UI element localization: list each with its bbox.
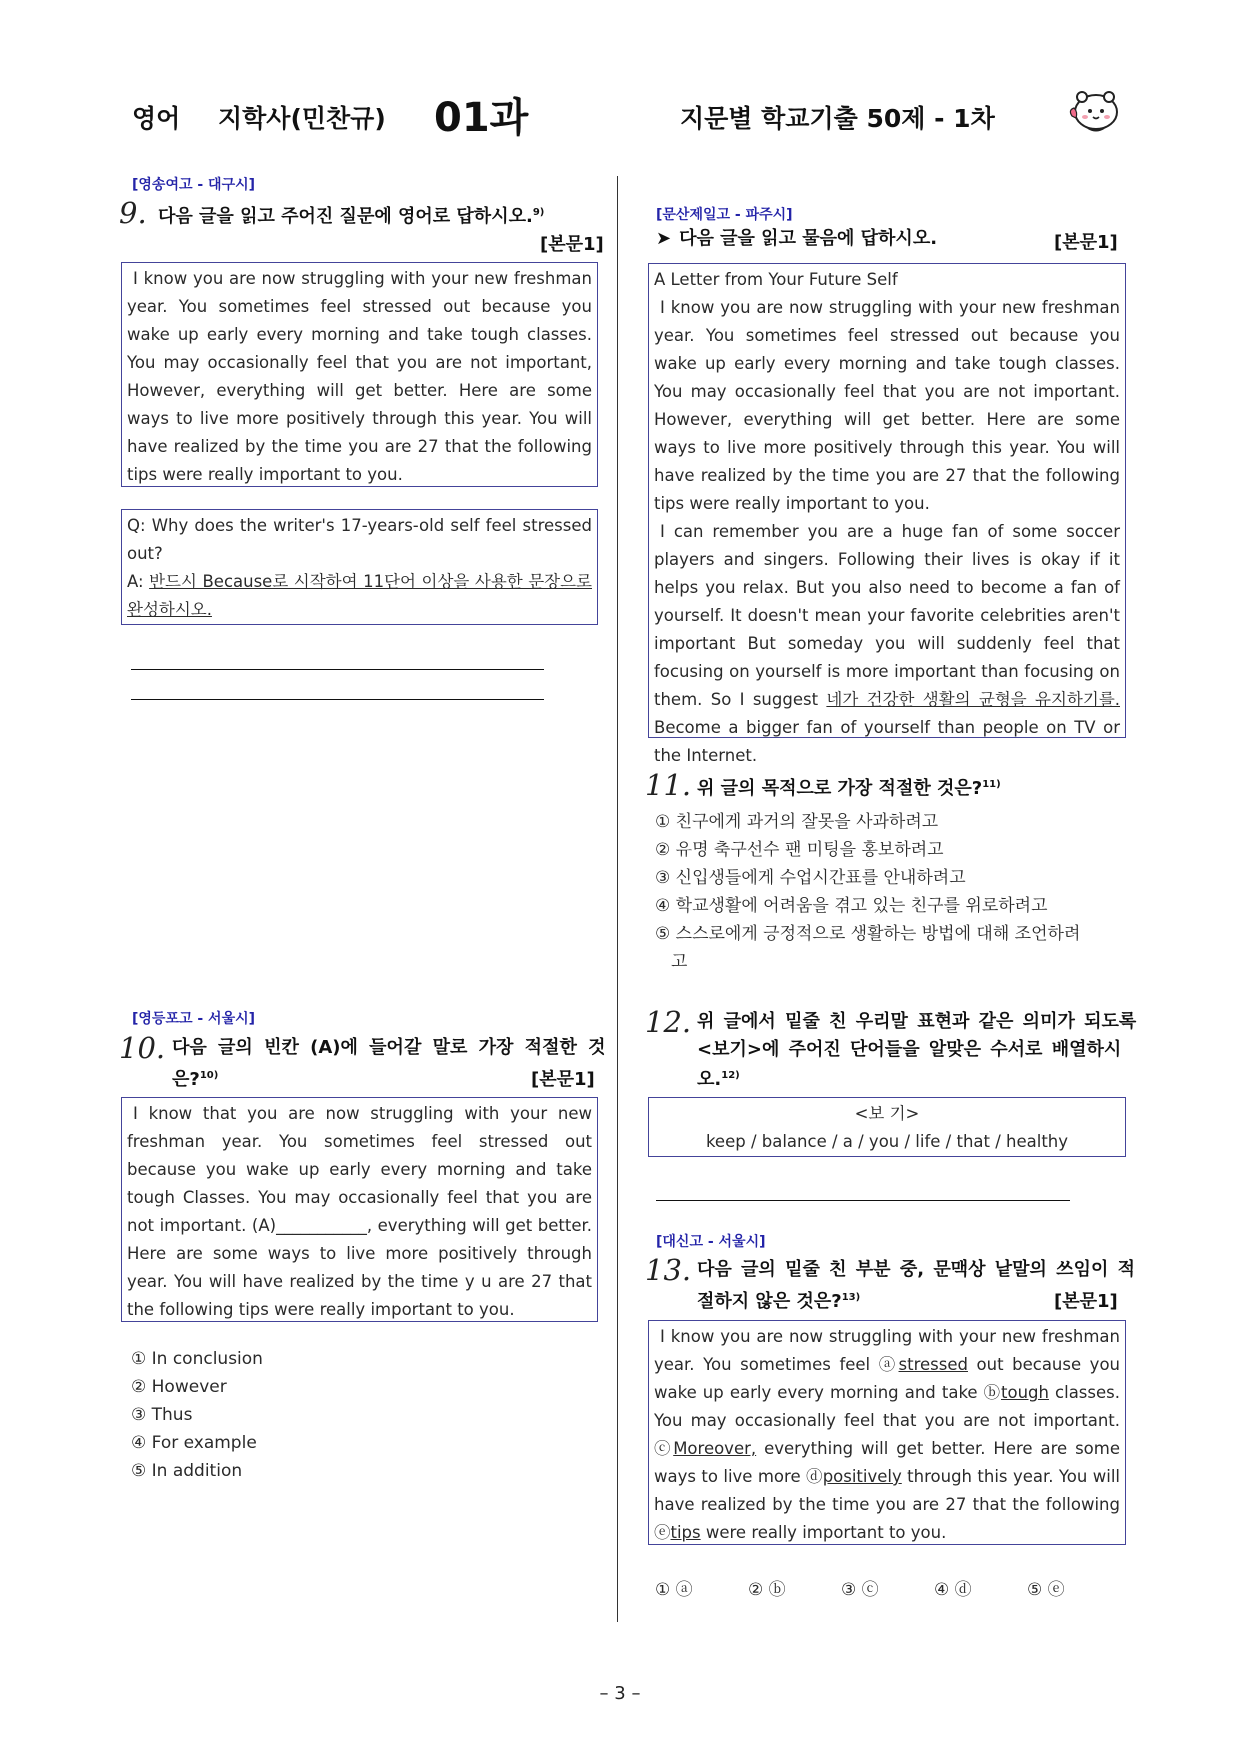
q12-prompt-line3-text: 오. xyxy=(697,1069,722,1090)
q13-mark-e: ⓔ xyxy=(654,1523,671,1542)
q13-option-1[interactable]: ① ⓐ xyxy=(655,1580,693,1600)
q10-prompt-line2-text: 은? xyxy=(172,1069,200,1090)
q9-tag: [본문1] xyxy=(540,234,604,255)
q9-prompt xyxy=(158,199,544,231)
page-number: – 3 – xyxy=(599,1683,641,1704)
q10-option-2[interactable]: ② However xyxy=(131,1377,227,1397)
q10-option-5[interactable]: ⑤ In addition xyxy=(131,1461,243,1481)
q10-passage xyxy=(127,1100,592,1324)
q11-option-3[interactable]: ③ 신입생들에게 수업시간표를 안내하려고 xyxy=(655,868,966,888)
q13-option-2[interactable]: ② ⓑ xyxy=(748,1580,786,1600)
q11-option-5-wrap: 고 xyxy=(671,952,688,972)
arrow-icon: ➤ xyxy=(656,228,672,249)
q13-prompt-line1: 다음 글의 밑줄 친 부분 중, 문맥상 낱말의 쓰임이 적 xyxy=(697,1259,1135,1280)
header-subject: 영어 xyxy=(132,104,181,133)
q13-option-5[interactable]: ⑤ ⓔ xyxy=(1027,1580,1065,1600)
q10-prompt-line1: 다음 글의 빈칸 (A)에 들어갈 말로 가장 적절한 것 xyxy=(172,1037,606,1058)
q11-option-1[interactable]: ① 친구에게 과거의 잘못을 사과하려고 xyxy=(655,812,939,832)
q13-number: 13. xyxy=(645,1253,692,1287)
q10-footnote: 10) xyxy=(199,1070,219,1081)
q12-footnote: 12) xyxy=(721,1070,740,1081)
q9-number: 9. xyxy=(119,196,147,230)
q11-option-5[interactable]: ⑤ 스스로에게 긍정적으로 생활하는 방법에 대해 조언하려 xyxy=(655,924,1081,944)
q13-passage xyxy=(654,1323,1120,1547)
q11-number: 11. xyxy=(645,768,692,802)
q13-text-1: I know you are now struggling with your new freshman year. You sometimes feel xyxy=(654,1327,1120,1374)
column-divider xyxy=(617,176,618,1622)
passage-box xyxy=(648,263,1126,765)
q10-blank: ___________ xyxy=(276,1216,367,1235)
q9-question: Q: Why does the writer's 17-years-old self feel stressed out? xyxy=(127,516,592,563)
q9-question-box xyxy=(121,509,598,625)
passage-source: [문산제일고 - 파주시] xyxy=(656,207,793,223)
q10-option-3[interactable]: ③ Thus xyxy=(131,1405,193,1425)
q13-word-a: stressed xyxy=(898,1355,968,1374)
q13-text-5: through this year. You will have realized by the time you are 27 that the following xyxy=(654,1467,1120,1514)
q13-text-4: everything will get better. Here are some ways to live more xyxy=(654,1439,1120,1486)
header-textbook: 지학사(민찬규) xyxy=(218,104,386,133)
q9-answer-instruction: 반드시 Because로 시작하여 11단어 이상을 사용한 문장으로 완성하시오. xyxy=(127,572,592,619)
passage-para2-before: I can remember you are a huge fan of some soccer players and singers. Following their lives is okay if it helps you relax. But you also need to become a fan of yourself. It doesn't mean your favorite celebrities aren't important But someday you will suddenly feel that focusing on yourself is more important than focusing on them. So I suggest xyxy=(654,522,1120,709)
q12-prompt-line2: <보기>에 주어진 단어들을 알맞은 수서로 배열하시 xyxy=(697,1039,1122,1060)
q10-passage-box xyxy=(121,1097,598,1322)
q13-passage-box xyxy=(648,1320,1126,1545)
q10-tag: [본문1] xyxy=(531,1069,595,1090)
q13-footnote: 13) xyxy=(841,1292,861,1303)
passage-prompt-text: 다음 글을 읽고 물음에 답하시오. xyxy=(679,228,938,249)
q9-source: [영송여고 - 대구시] xyxy=(132,177,256,193)
q10-passage-after: , everything will get better. Here are some ways to live more positively through year. You will have realized by the time y u are 27 that the following tips were really important to you. xyxy=(127,1216,592,1319)
q13-word-b: tough xyxy=(1001,1383,1049,1402)
q11-options xyxy=(655,808,1125,976)
q12-box-words: keep / balance / a / you / life / that / healthy xyxy=(705,1132,1069,1151)
q10-source: [영등포고 - 서울시] xyxy=(132,1011,256,1027)
q12-prompt-line1: 위 글에서 밑줄 친 우리말 표현과 같은 의미가 되도록 xyxy=(697,1011,1137,1032)
mascot-icon xyxy=(1066,86,1122,136)
q13-mark-c: ⓒ xyxy=(654,1439,674,1458)
q10-option-4[interactable]: ④ For example xyxy=(131,1433,257,1453)
q12-box-title: <보 기> xyxy=(854,1104,920,1123)
q13-text-6: were really important to you. xyxy=(700,1523,947,1542)
q13-prompt-line2-text: 절하지 않은 것은? xyxy=(697,1291,842,1312)
q13-mark-d: ⓓ xyxy=(806,1467,823,1486)
passage-para2 xyxy=(654,518,1120,770)
q9-prompt-text: 다음 글을 읽고 주어진 질문에 영어로 답하시오. xyxy=(158,206,533,227)
q13-text-2: out because you wake up early every morning and take xyxy=(654,1355,1121,1402)
q9-answer-line-1 xyxy=(131,669,544,670)
q9-answer-line-2 xyxy=(131,699,544,700)
q10-option-1[interactable]: ① In conclusion xyxy=(131,1349,263,1369)
passage-para1: I know you are now struggling with your new freshman year. You sometimes feel stressed out because you wake up early every morning and take tough classes. You may occasionally feel that you are not important. However, everything will get better. Here are some ways to live more positively through this year. You will have realized by the time you are 27 that the following tips were really important to you. xyxy=(654,298,1120,513)
q13-word-d: positively xyxy=(822,1467,902,1486)
q9-answer-prefix: A: xyxy=(127,572,150,591)
passage-para2-after: Become a bigger fan of yourself than people on TV or the Internet. xyxy=(654,718,1120,765)
q13-options xyxy=(655,1576,1087,1604)
q13-tag: [본문1] xyxy=(1054,1291,1118,1312)
q13-mark-b: ⓑ xyxy=(983,1383,1001,1402)
q9-answer-line xyxy=(127,568,592,624)
q13-word-c: Moreover, xyxy=(673,1439,757,1458)
q11-option-4[interactable]: ④ 학교생활에 어려움을 겪고 있는 친구를 위로하려고 xyxy=(655,896,1048,916)
q10-number: 10. xyxy=(119,1031,166,1065)
header-lesson: 01과 xyxy=(434,95,529,141)
passage-tag: [본문1] xyxy=(1054,232,1118,253)
q11-prompt xyxy=(697,771,1001,803)
q13-prompt-line2 xyxy=(697,1284,860,1316)
q9-passage: I know you are now struggling with your new freshman year. You sometimes feel stressed out because you wake up early every morning and take tough classes. You may occasionally feel that you are not important, However, everything will get better. Here are some ways to live more positively through this year. You will have realized by the time you are 27 that the following tips were really important to you. xyxy=(127,269,592,484)
passage-prompt xyxy=(656,225,937,253)
q11-option-2[interactable]: ② 유명 축구선수 팬 미팅을 홍보하려고 xyxy=(655,840,944,860)
q13-option-3[interactable]: ③ ⓒ xyxy=(841,1580,879,1600)
q9-footnote: 9) xyxy=(532,207,545,218)
q10-passage-before: I know that you are now struggling with your new freshman year. You sometimes feel stressed out because you wake up early every morning and take tough Classes. You may occasionally feel that you are not important. (A) xyxy=(127,1104,592,1235)
q12-answer-line xyxy=(656,1200,1070,1201)
q13-source: [대신고 - 서울시] xyxy=(656,1234,766,1250)
q13-text-3: classes. You may occasionally feel that you are not important. xyxy=(654,1383,1120,1430)
q12-prompt-line3 xyxy=(697,1062,740,1094)
passage-underlined: 네가 건강한 생활의 균형을 유지하기를. xyxy=(826,690,1120,709)
q13-word-e: tips xyxy=(670,1523,701,1542)
q9-passage-box xyxy=(121,262,598,487)
q13-mark-a: ⓐ xyxy=(878,1355,899,1374)
q11-prompt-text: 위 글의 목적으로 가장 적절한 것은? xyxy=(697,778,983,799)
header-series: 지문별 학교기출 50제 - 1차 xyxy=(680,104,995,133)
q12-words-box xyxy=(648,1097,1126,1157)
q10-prompt-line2 xyxy=(172,1062,218,1094)
q12-number: 12. xyxy=(645,1005,692,1039)
q10-options xyxy=(131,1345,263,1485)
q13-option-4[interactable]: ④ ⓓ xyxy=(934,1580,972,1600)
passage-title: A Letter from Your Future Self xyxy=(654,270,898,289)
q11-footnote: 11) xyxy=(982,779,1001,790)
